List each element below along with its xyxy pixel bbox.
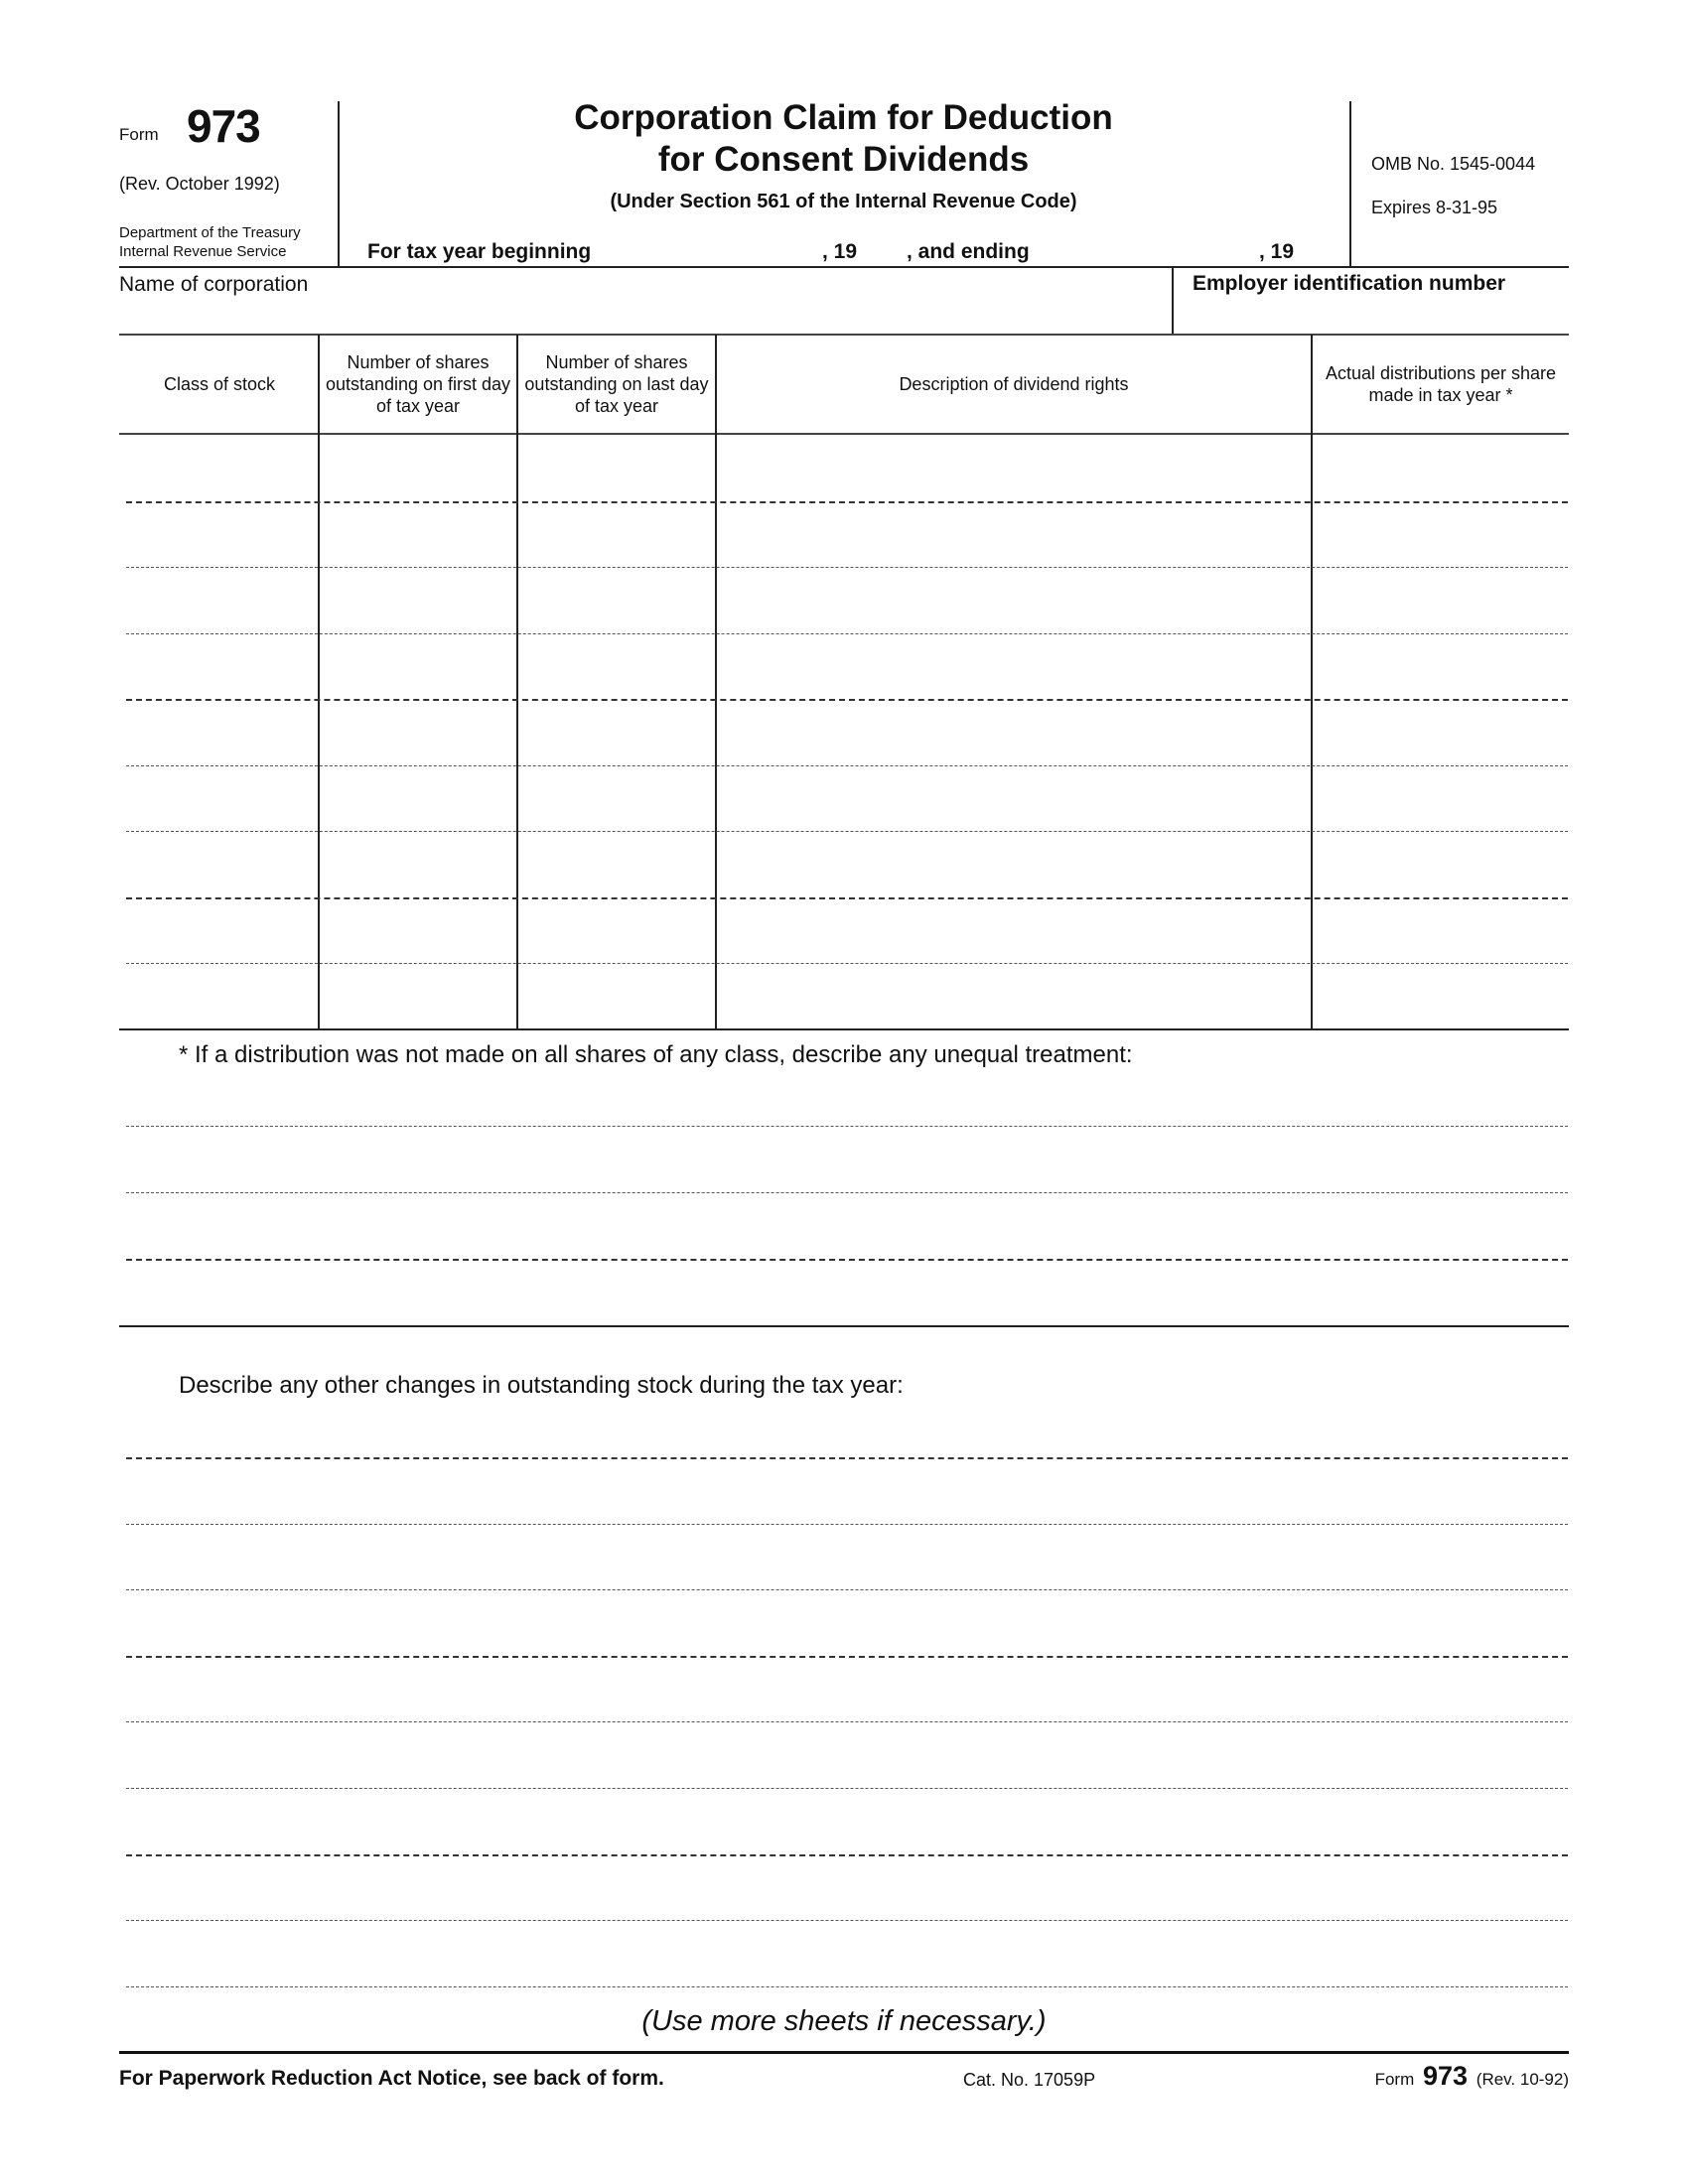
table-cell-shares-last-day[interactable] xyxy=(520,597,713,626)
department-name: Department of the Treasury xyxy=(119,224,301,241)
table-cell-dividend-rights[interactable] xyxy=(719,795,1309,825)
table-cell-class-of-stock[interactable] xyxy=(123,927,316,957)
table-col-divider-3 xyxy=(715,335,717,1029)
table-cell-shares-first-day[interactable] xyxy=(322,927,514,957)
table-cell-actual-distributions[interactable] xyxy=(1315,993,1565,1023)
table-cell-dividend-rights[interactable] xyxy=(719,927,1309,957)
table-cell-class-of-stock[interactable] xyxy=(123,597,316,626)
other-changes-line xyxy=(126,1524,1568,1525)
table-row-divider xyxy=(126,699,1568,701)
table-cell-shares-last-day[interactable] xyxy=(520,993,713,1023)
ein-input[interactable] xyxy=(1192,300,1559,330)
tax-year-end-date-input[interactable] xyxy=(1053,238,1251,264)
table-col-divider-2 xyxy=(516,335,518,1029)
catalog-number: Cat. No. 17059P xyxy=(963,2070,1096,2090)
table-cell-shares-first-day[interactable] xyxy=(322,729,514,758)
other-changes-input[interactable] xyxy=(126,1756,1568,1784)
table-row-divider xyxy=(126,501,1568,503)
year-prefix-end: , 19 xyxy=(1259,240,1295,263)
table-bottom-rule xyxy=(119,1028,1569,1030)
other-changes-input[interactable] xyxy=(126,1426,1568,1453)
table-cell-shares-first-day[interactable] xyxy=(322,795,514,825)
table-cell-actual-distributions[interactable] xyxy=(1315,795,1565,825)
table-row-divider xyxy=(126,963,1568,964)
other-changes-line xyxy=(126,1457,1568,1459)
form-revision: (Rev. October 1992) xyxy=(119,174,280,194)
table-cell-dividend-rights[interactable] xyxy=(719,597,1309,626)
column-header-shares-first-day: Number of shares outstanding on first day of tax year xyxy=(325,352,511,416)
table-row-divider xyxy=(126,831,1568,832)
table-cell-shares-first-day[interactable] xyxy=(322,465,514,494)
table-col-divider-4 xyxy=(1311,335,1313,1029)
table-cell-actual-distributions[interactable] xyxy=(1315,597,1565,626)
table-cell-class-of-stock[interactable] xyxy=(123,465,316,494)
corporation-name-input[interactable] xyxy=(123,300,1166,330)
table-cell-actual-distributions[interactable] xyxy=(1315,465,1565,494)
tax-year-begin-date-input[interactable] xyxy=(616,238,814,264)
paperwork-notice: For Paperwork Reduction Act Notice, see back of form. xyxy=(119,2067,664,2090)
other-changes-input[interactable] xyxy=(126,1690,1568,1717)
table-cell-shares-last-day[interactable] xyxy=(520,531,713,561)
table-cell-shares-last-day[interactable] xyxy=(520,861,713,890)
form-title xyxy=(340,97,1347,181)
other-changes-input[interactable] xyxy=(126,1492,1568,1520)
header-right-divider xyxy=(1349,101,1351,266)
table-cell-dividend-rights[interactable] xyxy=(719,993,1309,1023)
other-changes-line xyxy=(126,1920,1568,1921)
corporation-name-label: Name of corporation xyxy=(119,273,309,296)
footer-rule xyxy=(119,2051,1569,2054)
form-title-line1: Corporation Claim for Deduction xyxy=(574,98,1113,137)
table-cell-dividend-rights[interactable] xyxy=(719,531,1309,561)
table-cell-actual-distributions[interactable] xyxy=(1315,861,1565,890)
other-changes-line xyxy=(126,1721,1568,1722)
table-row-divider xyxy=(126,567,1568,568)
table-col-divider-1 xyxy=(318,335,320,1029)
form-subtitle: (Under Section 561 of the Internal Revenue Code) xyxy=(610,191,1077,212)
footer-form-word: Form xyxy=(1374,2070,1415,2089)
omb-number: OMB No. 1545-0044 xyxy=(1371,154,1536,174)
tax-year-begin-year-input[interactable] xyxy=(866,238,906,264)
table-cell-class-of-stock[interactable] xyxy=(123,531,316,561)
unequal-treatment-input[interactable] xyxy=(126,1160,1568,1188)
ein-divider xyxy=(1172,268,1174,334)
table-cell-dividend-rights[interactable] xyxy=(719,465,1309,494)
unequal-treatment-line xyxy=(126,1192,1568,1193)
table-cell-class-of-stock[interactable] xyxy=(123,729,316,758)
unequal-treatment-input[interactable] xyxy=(126,1094,1568,1122)
other-changes-input[interactable] xyxy=(126,1955,1568,1982)
ein-label: Employer identification number xyxy=(1193,272,1506,295)
tax-year-beginning-label: For tax year beginning xyxy=(367,240,592,263)
column-header-dividend-rights: Description of dividend rights xyxy=(899,374,1129,394)
table-cell-shares-first-day[interactable] xyxy=(322,531,514,561)
footer-form-id xyxy=(1375,2061,1569,2092)
table-cell-shares-last-day[interactable] xyxy=(520,795,713,825)
table-cell-shares-first-day[interactable] xyxy=(322,861,514,890)
unequal-treatment-line xyxy=(126,1259,1568,1261)
column-header-shares-last-day: Number of shares outstanding on last day of tax year xyxy=(524,352,709,416)
table-cell-actual-distributions[interactable] xyxy=(1315,927,1565,957)
other-changes-input[interactable] xyxy=(126,1888,1568,1916)
footer-form-number: 973 xyxy=(1422,2061,1469,2091)
expiration-date: Expires 8-31-95 xyxy=(1371,198,1498,217)
table-cell-class-of-stock[interactable] xyxy=(123,993,316,1023)
more-sheets-note: (Use more sheets if necessary.) xyxy=(641,2005,1047,2037)
table-cell-dividend-rights[interactable] xyxy=(719,861,1309,890)
and-ending-label: , and ending xyxy=(907,240,1030,263)
table-cell-actual-distributions[interactable] xyxy=(1315,663,1565,693)
footer-revision: (Rev. 10-92) xyxy=(1476,2070,1569,2089)
table-cell-shares-first-day[interactable] xyxy=(322,663,514,693)
tax-year-end-year-input[interactable] xyxy=(1303,238,1342,264)
other-changes-line xyxy=(126,1854,1568,1856)
unequal-treatment-input[interactable] xyxy=(126,1227,1568,1255)
table-cell-dividend-rights[interactable] xyxy=(719,729,1309,758)
year-prefix-begin: , 19 xyxy=(822,240,858,263)
table-row-divider xyxy=(126,633,1568,634)
other-changes-line xyxy=(126,1788,1568,1789)
header-bottom-rule xyxy=(119,266,1569,268)
table-cell-actual-distributions[interactable] xyxy=(1315,729,1565,758)
table-cell-class-of-stock[interactable] xyxy=(123,861,316,890)
table-cell-class-of-stock[interactable] xyxy=(123,795,316,825)
form-label: Form xyxy=(119,125,159,144)
table-cell-shares-last-day[interactable] xyxy=(520,729,713,758)
form-number: 973 xyxy=(187,100,260,152)
table-cell-shares-first-day[interactable] xyxy=(322,597,514,626)
table-cell-shares-last-day[interactable] xyxy=(520,927,713,957)
table-cell-actual-distributions[interactable] xyxy=(1315,531,1565,561)
table-cell-shares-first-day[interactable] xyxy=(322,993,514,1023)
unequal-section-bottom-rule xyxy=(119,1325,1569,1327)
other-changes-input[interactable] xyxy=(126,1558,1568,1585)
table-cell-class-of-stock[interactable] xyxy=(123,663,316,693)
service-name: Internal Revenue Service xyxy=(119,243,287,260)
table-row-divider xyxy=(126,897,1568,899)
other-changes-input[interactable] xyxy=(126,1624,1568,1652)
unequal-treatment-label: * If a distribution was not made on all shares of any class, describe any unequal treatment: xyxy=(179,1041,1133,1068)
column-header-actual-distributions: Actual distributions per share made in tax year * xyxy=(1325,363,1557,405)
column-header-class-of-stock: Class of stock xyxy=(163,374,276,394)
other-changes-input[interactable] xyxy=(126,1823,1568,1850)
other-changes-label: Describe any other changes in outstanding stock during the tax year: xyxy=(179,1372,904,1399)
table-cell-shares-last-day[interactable] xyxy=(520,465,713,494)
table-cell-shares-last-day[interactable] xyxy=(520,663,713,693)
other-changes-line xyxy=(126,1656,1568,1658)
table-row-divider xyxy=(126,765,1568,766)
table-cell-dividend-rights[interactable] xyxy=(719,663,1309,693)
other-changes-line xyxy=(126,1986,1568,1987)
form-title-line2: for Consent Dividends xyxy=(657,140,1030,179)
other-changes-line xyxy=(126,1589,1568,1590)
unequal-treatment-line xyxy=(126,1126,1568,1127)
